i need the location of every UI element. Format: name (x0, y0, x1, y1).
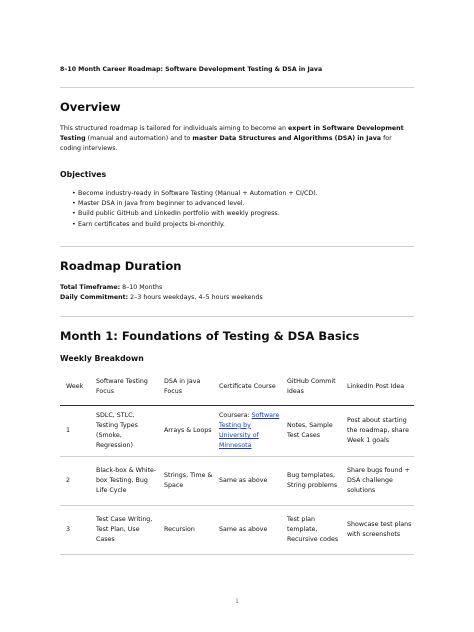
overview-heading: Overview (60, 100, 121, 114)
dsa-cell: Arrays & Loops (158, 406, 213, 457)
list-item: • Become industry-ready in Software Testing (Manual + Automation + CI/CD). (78, 189, 318, 199)
weekly-breakdown-table (60, 374, 414, 555)
objectives-list (60, 189, 318, 230)
github-cell: Test plan template, Recursive codes (281, 506, 341, 555)
dsa-cell: Recursion (158, 506, 213, 555)
certificate-cell: Same as above (213, 506, 281, 555)
certificate-cell: Same as above (213, 457, 281, 506)
divider (60, 87, 414, 88)
column-header-certificate: Certificate Course (213, 374, 281, 406)
column-header-github: GitHub Commit Ideas (281, 374, 341, 406)
objectives-heading: Objectives (60, 170, 107, 179)
divider (60, 316, 414, 317)
week-cell: 3 (60, 506, 90, 555)
weekly-breakdown-heading: Weekly Breakdown (60, 354, 144, 363)
document-title: 8–10 Month Career Roadmap: Software Development Testing & DSA in Java (60, 66, 323, 73)
testing-cell: Black-box & White-box Testing, Bug Life Cycle (90, 457, 158, 506)
list-item: • Build public GitHub and LinkedIn portfolio with weekly progress. (78, 209, 318, 219)
page-number: 1 (235, 598, 239, 605)
week-cell: 2 (60, 457, 90, 506)
duration-heading: Roadmap Duration (60, 259, 182, 273)
table-row (60, 506, 414, 555)
dsa-cell: Strings, Time & Space (158, 457, 213, 506)
certificate-cell: Coursera: Software Testing by University of Minnesota (213, 406, 281, 457)
month1-heading: Month 1: Foundations of Testing & DSA Basics (60, 329, 360, 343)
week-cell: 1 (60, 406, 90, 457)
testing-cell: Test Case Writing, Test Plan, Use Cases (90, 506, 158, 555)
list-item: • Master DSA in Java from beginner to advanced level. (78, 199, 318, 209)
table-row (60, 406, 414, 457)
overview-intro: This structured roadmap is tailored for individuals aiming to become an expert in Software Development Testing (manual and automation) and to master Data Structures and Algorithms (DSA) in Java for coding interviews. (60, 125, 404, 153)
linkedin-cell: Share bugs found + DSA challenge solutions (341, 457, 414, 506)
column-header-dsa: DSA in Java Focus (158, 374, 213, 406)
column-header-week: Week (60, 374, 90, 406)
timeframe-line: Total Timeframe: 8–10 Months (60, 284, 163, 291)
certificate-course-link[interactable]: Software Testing by University of Minnesota (219, 411, 280, 450)
commitment-line: Daily Commitment: 2–3 hours weekdays, 4–5 hours weekends (60, 294, 263, 301)
github-cell: Notes, Sample Test Cases (281, 406, 341, 457)
table-header-row (60, 374, 414, 406)
testing-cell: SDLC, STLC, Testing Types (Smoke, Regression) (90, 406, 158, 457)
github-cell: Bug templates, String problems (281, 457, 341, 506)
column-header-linkedin: LinkedIn Post Idea (341, 374, 414, 406)
column-header-testing: Software Testing Focus (90, 374, 158, 406)
divider (60, 246, 414, 247)
list-item: • Earn certificates and build projects bi-monthly. (78, 220, 318, 230)
table-row (60, 457, 414, 506)
linkedin-cell: Showcase test plans with screenshots (341, 506, 414, 555)
linkedin-cell: Post about starting the roadmap, share Week 1 goals (341, 406, 414, 457)
